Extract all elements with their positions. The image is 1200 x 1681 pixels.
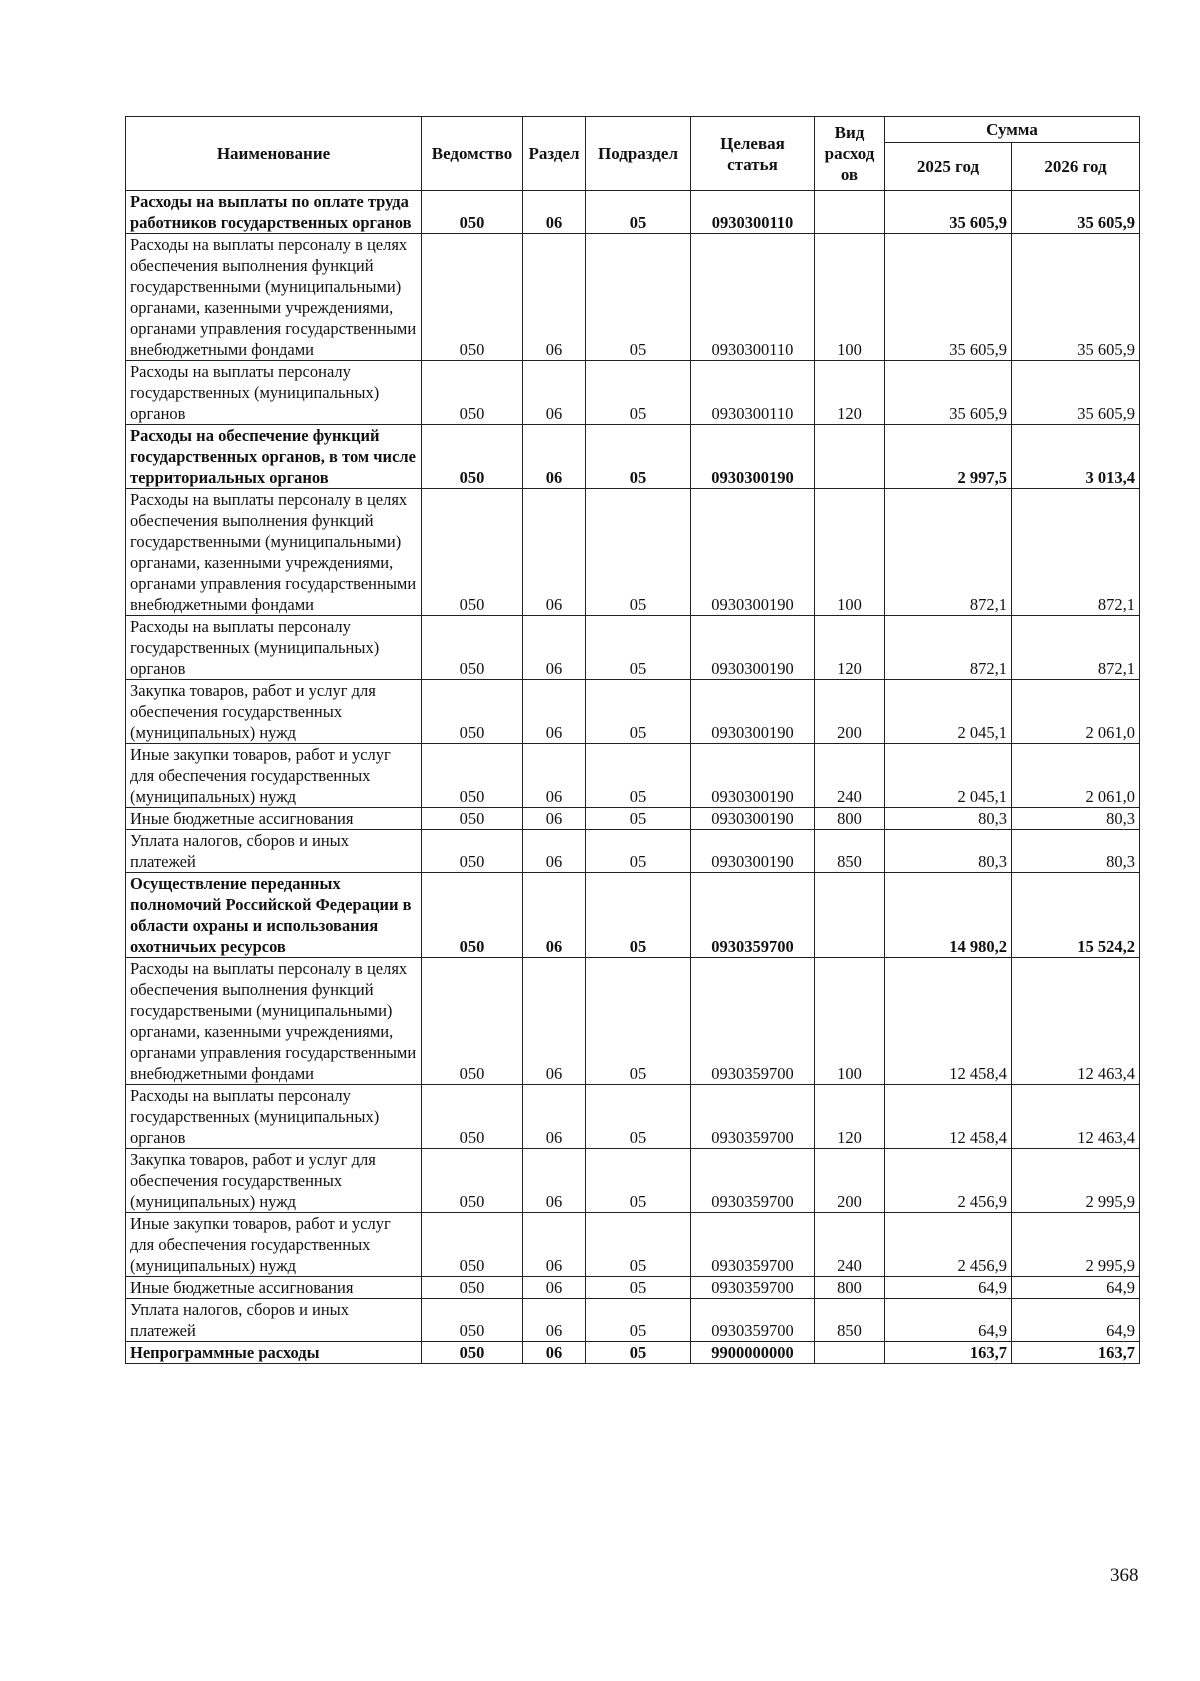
table-row — [126, 958, 1140, 1085]
cell-2025: 12 458,4 — [885, 1085, 1012, 1149]
cell-2025: 64,9 — [885, 1299, 1012, 1342]
table-row — [126, 616, 1140, 680]
cell-subsection: 05 — [586, 616, 691, 680]
cell-department: 050 — [422, 1085, 523, 1149]
cell-2026: 80,3 — [1012, 808, 1140, 830]
table-row — [126, 1299, 1140, 1342]
cell-department: 050 — [422, 489, 523, 616]
cell-target: 0930300190 — [691, 830, 815, 873]
cell-expense-type: 200 — [815, 1149, 885, 1213]
cell-subsection: 05 — [586, 873, 691, 958]
table-row — [126, 1085, 1140, 1149]
table-row — [126, 425, 1140, 489]
cell-2026: 35 605,9 — [1012, 234, 1140, 361]
cell-2025: 2 456,9 — [885, 1213, 1012, 1277]
cell-target: 0930300190 — [691, 744, 815, 808]
header-name: Наименование — [126, 117, 422, 191]
cell-2026: 872,1 — [1012, 489, 1140, 616]
cell-2026: 15 524,2 — [1012, 873, 1140, 958]
table-row — [126, 1213, 1140, 1277]
cell-subsection: 05 — [586, 1342, 691, 1364]
header-year-2026: 2026 год — [1012, 143, 1140, 191]
cell-2026: 3 013,4 — [1012, 425, 1140, 489]
cell-department: 050 — [422, 1277, 523, 1299]
cell-subsection: 05 — [586, 425, 691, 489]
table-row — [126, 361, 1140, 425]
header-expense-type: Вид расход ов — [815, 117, 885, 191]
cell-2025: 12 458,4 — [885, 958, 1012, 1085]
cell-name: Уплата налогов, сборов и иных платежей — [126, 830, 422, 873]
table-row — [126, 234, 1140, 361]
cell-section: 06 — [523, 873, 586, 958]
cell-name: Иные закупки товаров, работ и услуг для обеспечения государственных (муниципальных) нужд — [126, 744, 422, 808]
cell-2026: 12 463,4 — [1012, 958, 1140, 1085]
table-row — [126, 1149, 1140, 1213]
cell-subsection: 05 — [586, 1299, 691, 1342]
cell-subsection: 05 — [586, 680, 691, 744]
cell-expense-type: 800 — [815, 808, 885, 830]
cell-department: 050 — [422, 830, 523, 873]
cell-section: 06 — [523, 1342, 586, 1364]
table-row — [126, 830, 1140, 873]
header-year-2025: 2025 год — [885, 143, 1012, 191]
cell-section: 06 — [523, 1149, 586, 1213]
cell-department: 050 — [422, 1342, 523, 1364]
cell-expense-type: 120 — [815, 361, 885, 425]
cell-2026: 2 061,0 — [1012, 744, 1140, 808]
cell-target: 0930300190 — [691, 680, 815, 744]
cell-2026: 64,9 — [1012, 1299, 1140, 1342]
header-subsection: Подраздел — [586, 117, 691, 191]
cell-target: 0930300110 — [691, 234, 815, 361]
cell-department: 050 — [422, 680, 523, 744]
cell-name: Иные бюджетные ассигнования — [126, 1277, 422, 1299]
cell-expense-type: 200 — [815, 680, 885, 744]
cell-department: 050 — [422, 808, 523, 830]
cell-subsection: 05 — [586, 744, 691, 808]
table-row — [126, 680, 1140, 744]
cell-expense-type: 120 — [815, 1085, 885, 1149]
table-row — [126, 744, 1140, 808]
cell-2026: 80,3 — [1012, 830, 1140, 873]
cell-department: 050 — [422, 744, 523, 808]
cell-section: 06 — [523, 1299, 586, 1342]
cell-subsection: 05 — [586, 1213, 691, 1277]
cell-2025: 2 456,9 — [885, 1149, 1012, 1213]
table-row — [126, 1277, 1140, 1299]
cell-2025: 872,1 — [885, 489, 1012, 616]
cell-department: 050 — [422, 1299, 523, 1342]
cell-department: 050 — [422, 425, 523, 489]
cell-section: 06 — [523, 361, 586, 425]
cell-section: 06 — [523, 425, 586, 489]
cell-expense-type — [815, 873, 885, 958]
cell-section: 06 — [523, 958, 586, 1085]
cell-expense-type: 240 — [815, 1213, 885, 1277]
cell-2026: 2 995,9 — [1012, 1213, 1140, 1277]
cell-name: Непрограммные расходы — [126, 1342, 422, 1364]
cell-target: 0930300190 — [691, 616, 815, 680]
cell-section: 06 — [523, 234, 586, 361]
table-header — [126, 117, 1140, 191]
cell-name: Иные бюджетные ассигнования — [126, 808, 422, 830]
cell-subsection: 05 — [586, 958, 691, 1085]
table-row — [126, 1342, 1140, 1364]
cell-name: Закупка товаров, работ и услуг для обеспечения государственных (муниципальных) нужд — [126, 680, 422, 744]
cell-department: 050 — [422, 1149, 523, 1213]
cell-section: 06 — [523, 191, 586, 234]
cell-2025: 2 997,5 — [885, 425, 1012, 489]
cell-2026: 2 061,0 — [1012, 680, 1140, 744]
cell-2026: 2 995,9 — [1012, 1149, 1140, 1213]
cell-expense-type: 120 — [815, 616, 885, 680]
cell-2026: 35 605,9 — [1012, 191, 1140, 234]
cell-expense-type: 240 — [815, 744, 885, 808]
cell-name: Иные закупки товаров, работ и услуг для обеспечения государственных (муниципальных) нужд — [126, 1213, 422, 1277]
cell-department: 050 — [422, 234, 523, 361]
cell-2025: 872,1 — [885, 616, 1012, 680]
cell-name: Расходы на обеспечение функций государственных органов, в том числе территориальных органов — [126, 425, 422, 489]
cell-2025: 14 980,2 — [885, 873, 1012, 958]
cell-expense-type — [815, 1342, 885, 1364]
cell-target: 0930300110 — [691, 191, 815, 234]
cell-2025: 80,3 — [885, 808, 1012, 830]
cell-target: 0930359700 — [691, 958, 815, 1085]
cell-name: Расходы на выплаты по оплате труда работников государственных органов — [126, 191, 422, 234]
header-section: Раздел — [523, 117, 586, 191]
cell-target: 9900000000 — [691, 1342, 815, 1364]
cell-department: 050 — [422, 361, 523, 425]
cell-2025: 35 605,9 — [885, 361, 1012, 425]
cell-section: 06 — [523, 808, 586, 830]
cell-expense-type — [815, 425, 885, 489]
cell-2025: 2 045,1 — [885, 680, 1012, 744]
cell-department: 050 — [422, 616, 523, 680]
cell-expense-type: 100 — [815, 489, 885, 616]
cell-2025: 64,9 — [885, 1277, 1012, 1299]
cell-name: Расходы на выплаты персоналу государственных (муниципальных) органов — [126, 616, 422, 680]
cell-2025: 163,7 — [885, 1342, 1012, 1364]
cell-subsection: 05 — [586, 1085, 691, 1149]
table-row — [126, 191, 1140, 234]
cell-subsection: 05 — [586, 808, 691, 830]
cell-target: 0930300110 — [691, 361, 815, 425]
cell-section: 06 — [523, 1213, 586, 1277]
cell-section: 06 — [523, 616, 586, 680]
table-row — [126, 489, 1140, 616]
cell-target: 0930359700 — [691, 873, 815, 958]
cell-name: Закупка товаров, работ и услуг для обеспечения государственных (муниципальных) нужд — [126, 1149, 422, 1213]
cell-target: 0930300190 — [691, 808, 815, 830]
cell-department: 050 — [422, 191, 523, 234]
cell-subsection: 05 — [586, 191, 691, 234]
cell-name: Расходы на выплаты персоналу государственных (муниципальных) органов — [126, 361, 422, 425]
cell-subsection: 05 — [586, 830, 691, 873]
cell-2026: 12 463,4 — [1012, 1085, 1140, 1149]
cell-name: Уплата налогов, сборов и иных платежей — [126, 1299, 422, 1342]
cell-expense-type: 850 — [815, 1299, 885, 1342]
cell-subsection: 05 — [586, 489, 691, 616]
cell-expense-type — [815, 191, 885, 234]
cell-expense-type: 800 — [815, 1277, 885, 1299]
cell-name: Расходы на выплаты персоналу государственных (муниципальных) органов — [126, 1085, 422, 1149]
cell-name: Расходы на выплаты персоналу в целях обеспечения выполнения функций государствеными (муниципальными) органами, казенными учреждениями, органами управления государственными внебюджетными фондами — [126, 958, 422, 1085]
table-body — [126, 191, 1140, 1364]
cell-expense-type: 100 — [815, 958, 885, 1085]
cell-name: Расходы на выплаты персоналу в целях обеспечения выполнения функций государственными (муниципальными) органами, казенными учреждениями, органами управления государственными внебюджетными фондами — [126, 234, 422, 361]
cell-2025: 2 045,1 — [885, 744, 1012, 808]
cell-expense-type: 100 — [815, 234, 885, 361]
cell-department: 050 — [422, 873, 523, 958]
cell-section: 06 — [523, 1277, 586, 1299]
cell-expense-type: 850 — [815, 830, 885, 873]
cell-target: 0930359700 — [691, 1149, 815, 1213]
cell-subsection: 05 — [586, 361, 691, 425]
header-department: Ведомство — [422, 117, 523, 191]
header-target: Целевая статья — [691, 117, 815, 191]
cell-subsection: 05 — [586, 1277, 691, 1299]
cell-name: Расходы на выплаты персоналу в целях обеспечения выполнения функций государственными (муниципальными) органами, казенными учреждениями, органами управления государственными внебюджетными фондами — [126, 489, 422, 616]
cell-department: 050 — [422, 1213, 523, 1277]
cell-section: 06 — [523, 489, 586, 616]
cell-2025: 80,3 — [885, 830, 1012, 873]
cell-section: 06 — [523, 680, 586, 744]
cell-name: Осуществление переданных полномочий Российской Федерации в области охраны и использования охотничьих ресурсов — [126, 873, 422, 958]
budget-table — [125, 116, 1140, 1364]
cell-2026: 163,7 — [1012, 1342, 1140, 1364]
cell-2025: 35 605,9 — [885, 191, 1012, 234]
cell-target: 0930359700 — [691, 1299, 815, 1342]
cell-2026: 35 605,9 — [1012, 361, 1140, 425]
cell-2025: 35 605,9 — [885, 234, 1012, 361]
cell-2026: 872,1 — [1012, 616, 1140, 680]
cell-section: 06 — [523, 744, 586, 808]
cell-2026: 64,9 — [1012, 1277, 1140, 1299]
cell-section: 06 — [523, 1085, 586, 1149]
cell-target: 0930300190 — [691, 425, 815, 489]
cell-target: 0930359700 — [691, 1085, 815, 1149]
cell-target: 0930359700 — [691, 1277, 815, 1299]
cell-target: 0930300190 — [691, 489, 815, 616]
cell-section: 06 — [523, 830, 586, 873]
cell-department: 050 — [422, 958, 523, 1085]
page-number: 368 — [1110, 1565, 1139, 1586]
table-row — [126, 808, 1140, 830]
table-row — [126, 873, 1140, 958]
cell-subsection: 05 — [586, 234, 691, 361]
cell-target: 0930359700 — [691, 1213, 815, 1277]
cell-subsection: 05 — [586, 1149, 691, 1213]
header-sum: Сумма — [885, 117, 1140, 143]
